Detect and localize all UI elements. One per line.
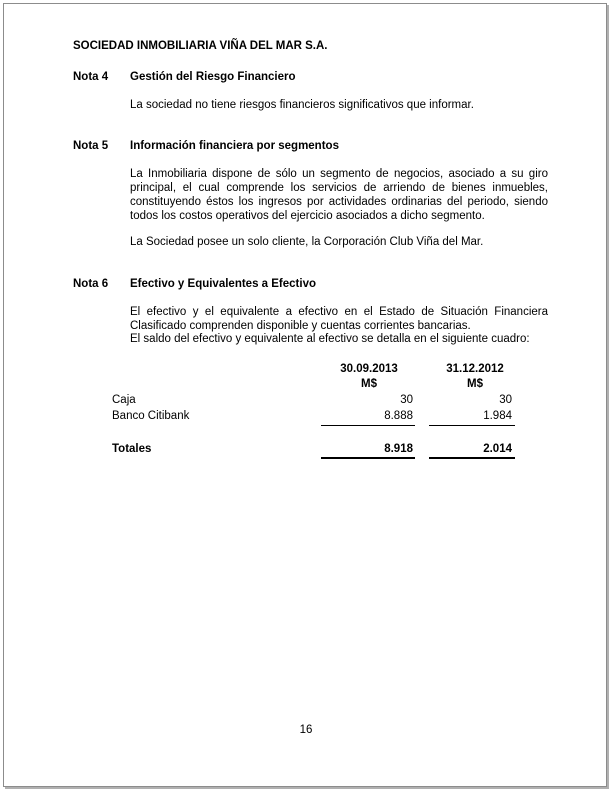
page-number: 16 [299, 724, 313, 736]
total-value-2012: 2.014 [483, 443, 512, 455]
row-value-2013: 30 [400, 394, 413, 406]
total-value-2013: 8.918 [384, 443, 413, 455]
row-value-2012: 30 [499, 394, 512, 406]
total-label: Totales [112, 443, 152, 455]
note-5-number: Nota 5 [73, 140, 109, 152]
total-rule-2013 [321, 457, 415, 459]
row-value-2013: 8.888 [384, 410, 413, 422]
total-rule-2012 [429, 457, 515, 459]
note-4-title: Gestión del Riesgo Financiero [130, 71, 296, 83]
row-value-2012: 1.984 [483, 410, 512, 422]
column-date: 31.12.2012 [446, 363, 504, 375]
column-header-2013 [322, 362, 416, 392]
note-6-title: Efectivo y Equivalentes a Efectivo [130, 278, 316, 290]
note-6-number: Nota 6 [73, 278, 109, 290]
column-header-2012 [428, 362, 522, 392]
subtotal-rule-2012 [429, 425, 515, 426]
note-5-title: Información financiera por segmentos [130, 140, 339, 152]
note-4-paragraph: La sociedad no tiene riesgos financieros significativos que informar. [130, 99, 474, 111]
note-6-paragraph-1: El efectivo y el equivalente a efectivo en el Estado de Situación Financiera Clasificado comprenden disponible y cuentas corrientes bancarias. [130, 306, 548, 332]
subtotal-rule-2013 [321, 425, 415, 426]
page-frame [3, 3, 607, 787]
row-label: Banco Citibank [112, 410, 190, 422]
row-label: Caja [112, 394, 136, 406]
company-name: SOCIEDAD INMOBILIARIA VIÑA DEL MAR S.A. [73, 40, 328, 52]
note-5-paragraph-2: La Sociedad posee un solo cliente, la Corporación Club Viña del Mar. [130, 236, 484, 248]
note-4-number: Nota 4 [73, 71, 109, 83]
note-6-paragraph-2: El saldo del efectivo y equivalente al efectivo se detalla en el siguiente cuadro: [130, 333, 530, 345]
column-date: 30.09.2013 [340, 363, 398, 375]
note-5-paragraph-1: La Inmobiliaria dispone de sólo un segmento de negocios, asociado a su giro principal, el cual comprende los servicios de arriendo de bienes inmuebles, constituyendo éstos los ingresos por actividades ordinarias del periodo, siendo todos los costos operativos del ejercicio asociados a dicho segmento. [130, 168, 548, 222]
column-unit: M$ [467, 378, 483, 390]
column-unit: M$ [361, 378, 377, 390]
